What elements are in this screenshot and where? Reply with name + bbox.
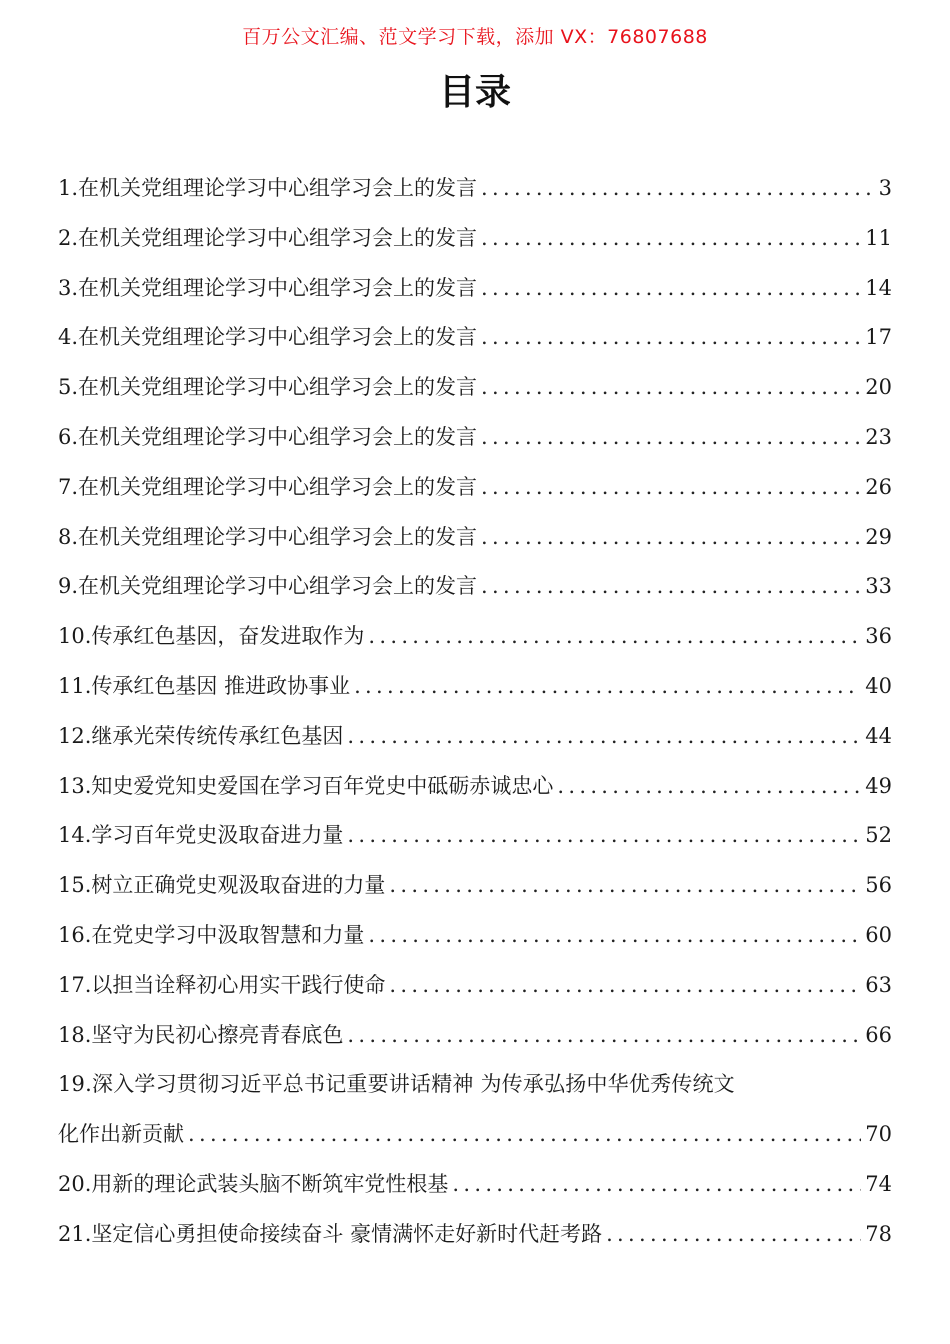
toc-entry[interactable] (58, 413, 892, 463)
toc-leader-dots (347, 712, 861, 762)
toc-page-number: 3 (878, 176, 892, 200)
toc-entry-label: 20.用新的理论武装头脑不断筑牢党性根基 (58, 1171, 449, 1196)
toc-entry[interactable] (58, 1011, 892, 1061)
toc-page-number: 11 (865, 225, 892, 250)
toc-leader-dots (481, 313, 861, 363)
toc-leader-dots (557, 762, 861, 812)
toc-entry-label: 10.传承红色基因，奋发进取作为 (58, 624, 365, 649)
toc-entry[interactable] (58, 861, 892, 911)
page-title: 目录 (438, 72, 511, 113)
toc-page-number: 20 (865, 375, 892, 400)
table-of-contents (58, 164, 892, 1260)
toc-entry[interactable] (58, 612, 892, 662)
toc-leader-dots (606, 1210, 861, 1260)
toc-entry-label: 16.在党史学习中汲取智慧和力量 (58, 922, 365, 947)
toc-page-number: 74 (865, 1171, 892, 1196)
toc-page-number: 29 (865, 524, 892, 549)
toc-page-number: 17 (865, 325, 892, 350)
toc-leader-dots (481, 363, 861, 413)
toc-entry-label: 15.树立正确党史观汲取奋进的力量 (58, 873, 386, 898)
toc-page-number: 56 (865, 873, 892, 898)
toc-entry-label: 17.以担当诠释初心用实干践行使命 (58, 972, 386, 997)
toc-leader-dots (368, 612, 861, 662)
toc-entry-label: 9.在机关党组理论学习中心组学习会上的发言 (58, 574, 478, 599)
toc-leader-dots (452, 1160, 861, 1210)
toc-page-number: 66 (865, 1022, 892, 1047)
toc-entry[interactable] (58, 264, 892, 314)
toc-entry[interactable] (58, 363, 892, 413)
toc-entry-label: 18.坚守为民初心擦亮青春底色 (58, 1022, 344, 1047)
toc-entry-label: 12.继承光荣传统传承红色基因 (58, 723, 344, 748)
toc-entries-tail (58, 1160, 892, 1260)
toc-entry-label: 21.坚定信心勇担使命接续奋斗 豪情满怀走好新时代赶考路 (58, 1221, 603, 1246)
toc-leader-dots (368, 911, 861, 961)
toc-entry[interactable] (58, 961, 892, 1011)
toc-page-number: 78 (865, 1221, 892, 1246)
toc-entry-label: 1.在机关党组理论学习中心组学习会上的发言 (58, 176, 478, 200)
toc-page-number: 40 (865, 673, 892, 698)
toc-entry-19-line1[interactable]: 19.深入学习贯彻习近平总书记重要讲话精神 为传承弘扬中华优秀传统文 (58, 1072, 735, 1097)
header-banner: 百万公文汇编、范文学习下载，添加 VX：76807688 (242, 26, 708, 48)
toc-leader-dots (481, 214, 861, 264)
toc-page-number: 44 (865, 723, 892, 748)
toc-entry[interactable] (58, 662, 892, 712)
toc-leader-dots (347, 811, 861, 861)
toc-leader-dots (188, 1110, 861, 1160)
toc-entry-label: 3.在机关党组理论学习中心组学习会上的发言 (58, 275, 478, 300)
toc-page-number: 63 (865, 972, 892, 997)
toc-entry[interactable] (58, 811, 892, 861)
toc-entry[interactable] (58, 712, 892, 762)
toc-entry-label: 13.知史爱党知史爱国在学习百年党史中砥砺赤诚忠心 (58, 773, 554, 798)
toc-entry[interactable] (58, 214, 892, 264)
toc-leader-dots (481, 463, 861, 513)
toc-leader-dots (481, 513, 861, 563)
toc-entry[interactable] (58, 762, 892, 812)
toc-leader-dots (389, 961, 861, 1011)
toc-entry[interactable] (58, 164, 892, 214)
toc-entry-label: 化作出新贡献 (58, 1122, 184, 1147)
toc-entry[interactable] (58, 562, 892, 612)
toc-entry-label: 5.在机关党组理论学习中心组学习会上的发言 (58, 375, 478, 400)
toc-page-number: 60 (865, 922, 892, 947)
toc-entry-label: 11.传承红色基因 推进政协事业 (58, 673, 351, 698)
toc-entry-label: 8.在机关党组理论学习中心组学习会上的发言 (58, 524, 478, 549)
toc-leader-dots (389, 861, 861, 911)
toc-entry[interactable] (58, 1160, 892, 1210)
toc-entry[interactable] (58, 463, 892, 513)
toc-page-number: 26 (865, 474, 892, 499)
toc-entry-label: 14.学习百年党史汲取奋进力量 (58, 823, 344, 848)
toc-leader-dots (481, 164, 875, 214)
toc-leader-dots (354, 662, 861, 712)
toc-page-number: 49 (865, 773, 892, 798)
toc-page-number: 36 (865, 624, 892, 649)
toc-entry[interactable] (58, 1210, 892, 1260)
toc-entry[interactable] (58, 911, 892, 961)
toc-leader-dots (481, 264, 861, 314)
toc-leader-dots (481, 413, 861, 463)
toc-leader-dots (481, 562, 861, 612)
toc-entry-label: 7.在机关党组理论学习中心组学习会上的发言 (58, 474, 478, 499)
toc-page-number: 14 (865, 275, 892, 300)
toc-entries (58, 164, 892, 1060)
toc-entry-19-line2[interactable] (58, 1110, 892, 1160)
toc-entry[interactable] (58, 313, 892, 363)
toc-entry-label: 4.在机关党组理论学习中心组学习会上的发言 (58, 325, 478, 350)
toc-leader-dots (347, 1011, 861, 1061)
toc-entry-label: 6.在机关党组理论学习中心组学习会上的发言 (58, 424, 478, 449)
toc-page-number: 70 (865, 1122, 892, 1147)
toc-page-number: 33 (865, 574, 892, 599)
toc-entry[interactable] (58, 513, 892, 563)
toc-entry-label: 2.在机关党组理论学习中心组学习会上的发言 (58, 225, 478, 250)
toc-page-number: 52 (865, 823, 892, 848)
toc-page-number: 23 (865, 424, 892, 449)
